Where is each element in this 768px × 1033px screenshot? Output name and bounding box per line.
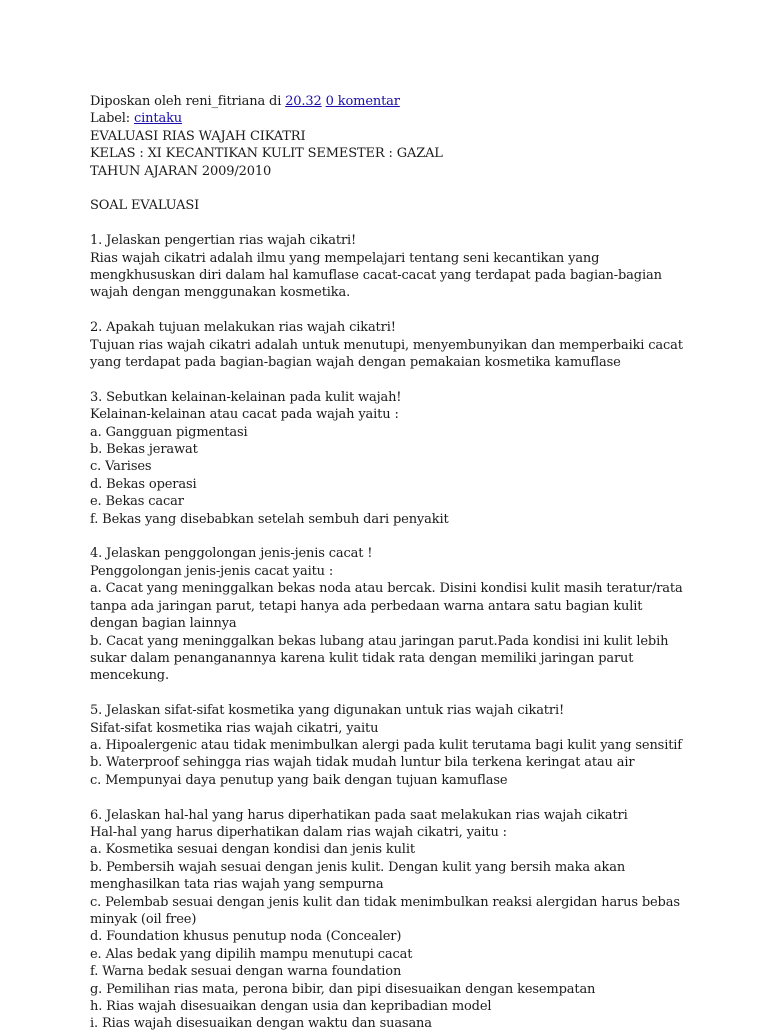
spacer — [90, 371, 750, 388]
class-line: KELAS : XI KECANTIKAN KULIT SEMESTER : GAZAL — [90, 146, 443, 162]
question-block — [90, 319, 750, 371]
question-block — [90, 389, 750, 528]
answer-line: c. Varises — [90, 459, 152, 475]
spacer — [90, 302, 750, 319]
question-block — [90, 232, 750, 302]
spacer — [90, 685, 750, 702]
answer-line: d. Bekas operasi — [90, 476, 197, 492]
answer-line: f. Warna bedak sesuai dengan warna foundation — [90, 964, 402, 980]
answer-line: minyak (oil free) — [90, 911, 197, 927]
answer-line: Tujuan rias wajah cikatri adalah untuk menutupi, menyembunyikan dan memperbaiki cacat — [90, 337, 683, 353]
answer-line: dengan bagian lainnya — [90, 616, 237, 632]
answer-line: a. Gangguan pigmentasi — [90, 424, 248, 440]
answer-line: mencekung. — [90, 668, 169, 684]
answer-line: c. Mempunyai daya penutup yang baik dengan tujuan kamuflase — [90, 772, 508, 788]
spacer — [90, 789, 750, 806]
answer-line: Kelainan-kelainan atau cacat pada wajah yaitu : — [90, 407, 399, 423]
post-meta-line — [90, 93, 750, 110]
answer-line: e. Bekas cacar — [90, 494, 184, 510]
answer-line: menghasilkan tata rias wajah yang sempurna — [90, 877, 384, 893]
answer-line: a. Cacat yang meninggalkan bekas noda atau bercak. Disini kondisi kulit masih teratur/rata — [90, 581, 683, 597]
answer-line: i. Rias wajah disesuaikan dengan waktu dan suasana — [90, 1016, 432, 1032]
answer-line: tanpa ada jaringan parut, tetapi hanya ada perbedaan warna antara satu bagian kulit — [90, 598, 643, 614]
answer-line: a. Kosmetika sesuai dengan kondisi dan jenis kulit — [90, 842, 415, 858]
answer-line: yang terdapat pada bagian-bagian wajah dengan pemakaian kosmetika kamuflase — [90, 355, 621, 371]
document-title: EVALUASI RIAS WAJAH CIKATRI — [90, 128, 306, 144]
question-block — [90, 807, 750, 1033]
answer-line: Hal-hal yang harus diperhatikan dalam rias wajah cikatri, yaitu : — [90, 824, 507, 840]
spacer — [90, 528, 750, 545]
comments-link[interactable]: 0 komentar — [325, 94, 400, 109]
question-text: 5. Jelaskan sifat-sifat kosmetika yang digunakan untuk rias wajah cikatri! — [90, 703, 565, 719]
label-line — [90, 110, 750, 127]
answer-line: a. Hipoalergenic atau tidak menimbulkan alergi pada kulit terutama bagi kulit yang sensitif — [90, 737, 682, 753]
answer-line: d. Foundation khusus penutup noda (Concealer) — [90, 929, 402, 945]
answer-line: Rias wajah cikatri adalah ilmu yang mempelajari tentang seni kecantikan yang — [90, 250, 600, 266]
question-text: 1. Jelaskan pengertian rias wajah cikatri! — [90, 233, 357, 249]
posted-by-text: Diposkan oleh reni_fitriana di — [90, 94, 286, 109]
answer-line: b. Cacat yang meninggalkan bekas lubang atau jaringan parut.Pada kondisi ini kulit lebih — [90, 633, 669, 649]
answer-line: mengkhususkan diri dalam hal kamuflase cacat-cacat yang terdapat pada bagian-bagian — [90, 268, 662, 284]
answer-line: c. Pelembab sesuai dengan jenis kulit dan tidak menimbulkan reaksi alergidan harus bebas — [90, 894, 680, 910]
answer-line: wajah dengan menggunakan kosmetika. — [90, 285, 351, 301]
question-block — [90, 545, 750, 684]
spacer — [90, 215, 750, 232]
answer-line: b. Pembersih wajah sesuai dengan jenis kulit. Dengan kulit yang bersih maka akan — [90, 859, 626, 875]
question-list — [90, 215, 750, 1033]
question-text: 6. Jelaskan hal-hal yang harus diperhatikan pada saat melakukan rias wajah cikatri — [90, 807, 628, 823]
answer-line: g. Pemilihan rias mata, perona bibir, dan pipi disesuaikan dengan kesempatan — [90, 981, 596, 997]
question-text: 4. Jelaskan penggolongan jenis-jenis cacat ! — [90, 546, 373, 562]
answer-line: b. Waterproof sehingga rias wajah tidak mudah luntur bila terkena keringat atau air — [90, 755, 635, 771]
question-block — [90, 702, 750, 789]
answer-line: Penggolongan jenis-jenis cacat yaitu : — [90, 563, 334, 579]
label-link[interactable]: cintaku — [134, 111, 183, 127]
blog-post — [90, 93, 750, 1033]
question-text: 2. Apakah tujuan melakukan rias wajah cikatri! — [90, 320, 396, 336]
answer-line: Sifat-sifat kosmetika rias wajah cikatri, yaitu — [90, 720, 379, 736]
question-text: 3. Sebutkan kelainan-kelainan pada kulit wajah! — [90, 389, 402, 405]
answer-line: h. Rias wajah disesuaikan dengan usia dan kepribadian model — [90, 999, 492, 1015]
post-time-link[interactable]: 20.32 — [285, 94, 322, 109]
section-title: SOAL EVALUASI — [90, 198, 200, 214]
answer-line: f. Bekas yang disebabkan setelah sembuh dari penyakit — [90, 511, 449, 527]
answer-line: e. Alas bedak yang dipilih mampu menutupi cacat — [90, 946, 413, 962]
spacer — [90, 180, 750, 197]
label-prefix: Label: — [90, 111, 135, 127]
year-line: TAHUN AJARAN 2009/2010 — [90, 163, 272, 179]
answer-line: sukar dalam penanganannya karena kulit tidak rata dengan memiliki jaringan parut — [90, 650, 634, 666]
answer-line: b. Bekas jerawat — [90, 442, 198, 458]
